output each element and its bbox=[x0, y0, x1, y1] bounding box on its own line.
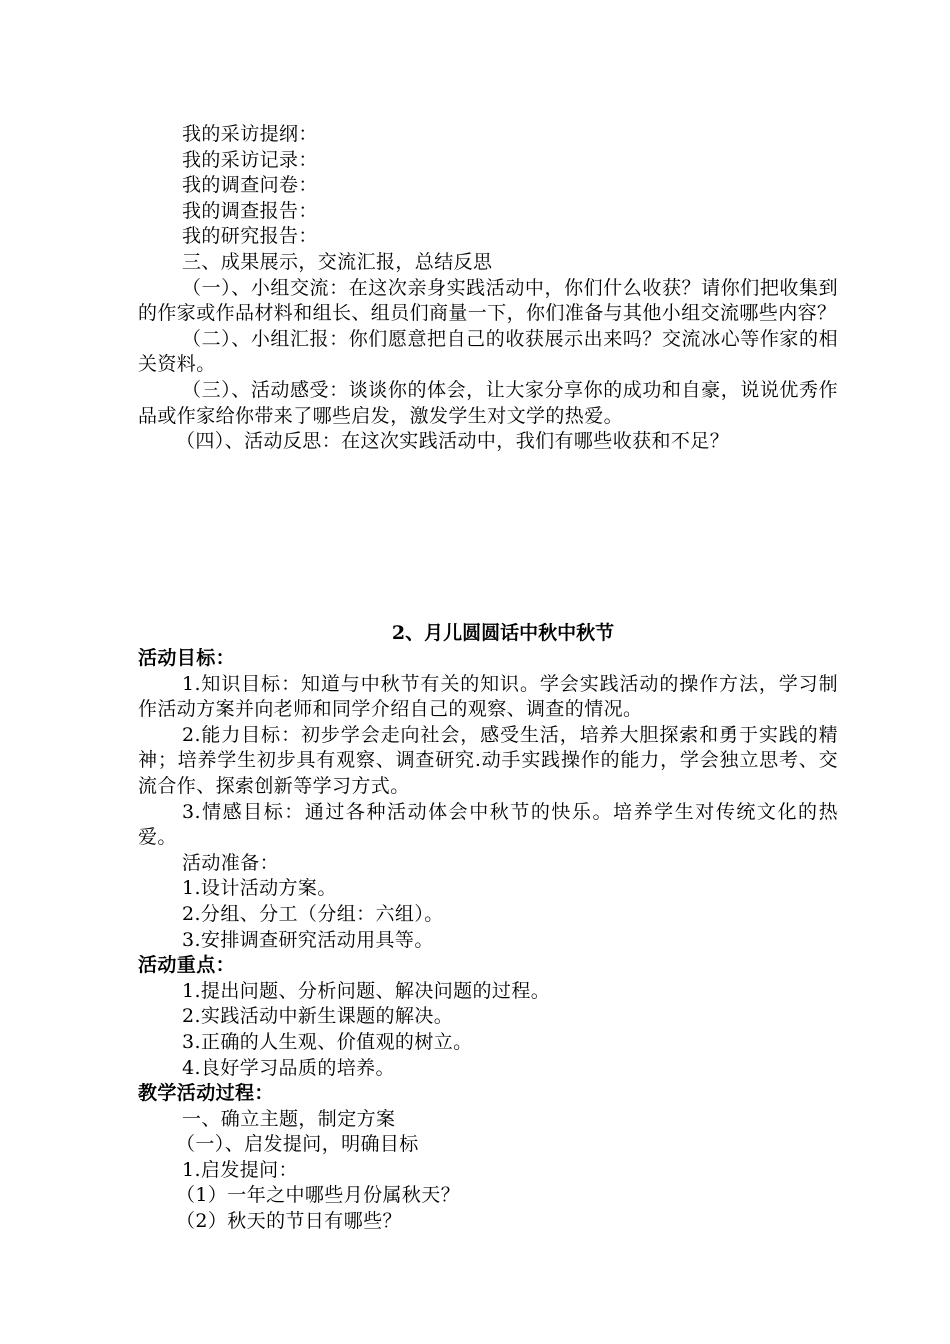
focus-label: 活动重点： bbox=[138, 954, 236, 977]
section-mid-autumn bbox=[138, 620, 838, 1235]
prep-item: 3.安排调查研究活动用具等。 bbox=[182, 928, 434, 951]
goal-emotion: 3.情感目标：通过各种活动体会中秋节的快乐。培养学生对传统文化的热爱。 bbox=[138, 800, 838, 849]
prep-label: 活动准备： bbox=[182, 851, 280, 874]
survey-report-line: 我的调查报告： bbox=[182, 199, 318, 222]
focus-item: 1.提出问题、分析问题、解决问题的过程。 bbox=[182, 979, 551, 1002]
focus-item: 4.良好学习品质的培养。 bbox=[182, 1056, 395, 1079]
survey-questionnaire-line: 我的调查问卷： bbox=[182, 174, 318, 197]
group-exchange-paragraph: （一）、小组交流：在这次亲身实践活动中，你们什么收获？请你们把收集到的作家或作品材料和组长、组员们商量一下，你们准备与其他小组交流哪些内容？ bbox=[138, 276, 838, 325]
lesson-title: 2、月儿圆圆话中秋中秋节 bbox=[391, 622, 615, 644]
focus-item: 3.正确的人生观、价值观的树立。 bbox=[182, 1030, 473, 1053]
process-question-label: 1.启发提问： bbox=[182, 1158, 298, 1181]
process-question: （1）一年之中哪些月份属秋天？ bbox=[176, 1184, 461, 1207]
process-substep: （一）、启发提问，明确目标 bbox=[176, 1133, 419, 1156]
goal-knowledge: 1.知识目标：知道与中秋节有关的知识。学会实践活动的操作方法，学习制作活动方案并向老师和同学介绍自己的观察、调查的情况。 bbox=[138, 672, 838, 721]
interview-record-line: 我的采访记录： bbox=[182, 148, 318, 171]
goals-label: 活动目标： bbox=[138, 647, 236, 669]
activity-reflection-paragraph: （四）、活动反思：在这次实践活动中，我们有哪些收获和不足？ bbox=[176, 430, 730, 453]
section-results bbox=[138, 122, 838, 455]
group-report-paragraph: （二）、小组汇报：你们愿意把自己的收获展示出来吗？交流冰心等作家的相关资料。 bbox=[138, 327, 838, 376]
results-heading: 三、成果展示，交流汇报，总结反思 bbox=[182, 250, 493, 273]
activity-feeling-paragraph: （三）、活动感受：谈谈你的体会，让大家分享你的成功和自豪，说说优秀作品或作家给你带来了哪些启发，激发学生对文学的热爱。 bbox=[138, 378, 838, 427]
prep-item: 2.分组、分工（分组：六组）。 bbox=[182, 902, 444, 925]
research-report-line: 我的研究报告： bbox=[182, 225, 318, 248]
process-question: （2）秋天的节日有哪些？ bbox=[176, 1210, 402, 1233]
process-label: 教学活动过程： bbox=[138, 1082, 274, 1105]
interview-outline-line: 我的采访提纲： bbox=[182, 123, 318, 145]
prep-item: 1.设计活动方案。 bbox=[182, 877, 337, 900]
process-step: 一、确立主题，制定方案 bbox=[182, 1107, 396, 1130]
goal-ability: 2.能力目标：初步学会走向社会，感受生活，培养大胆探索和勇于实践的精神；培养学生初步具有观察、调查研究.动手实践操作的能力，学会独立思考、交流合作、探索创新等学习方式。 bbox=[138, 723, 838, 797]
focus-item: 2.实践活动中新生课题的解决。 bbox=[182, 1005, 454, 1028]
